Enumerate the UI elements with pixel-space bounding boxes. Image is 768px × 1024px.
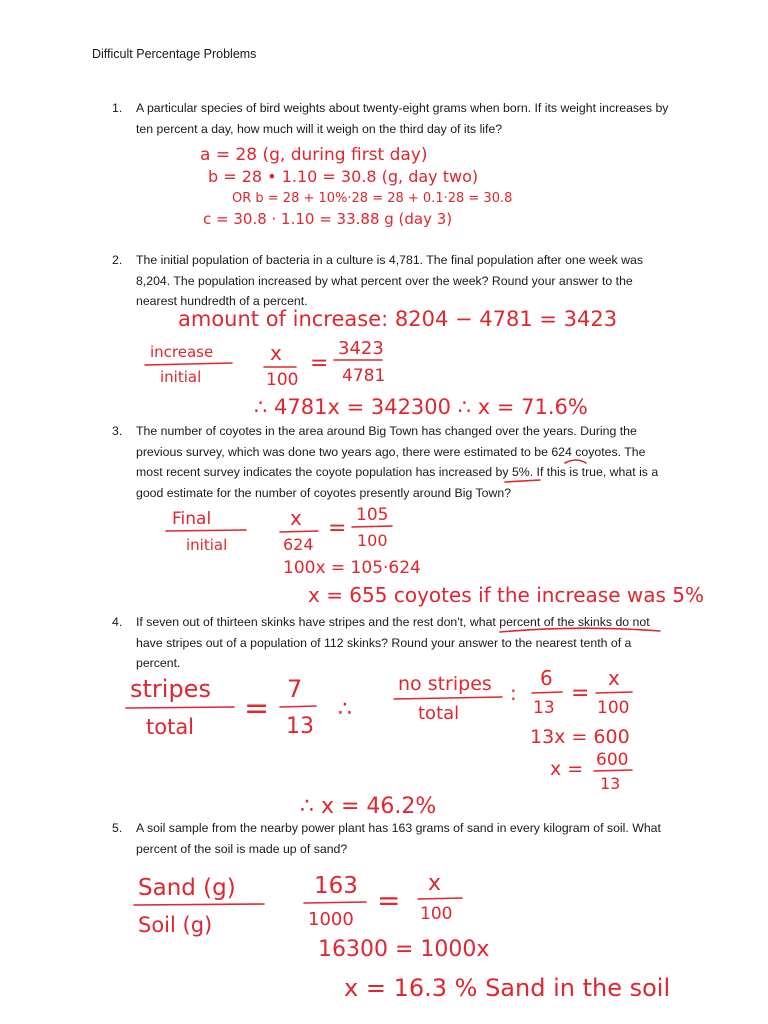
p5-frac-bar — [134, 904, 264, 905]
p5-b-bar — [418, 898, 462, 899]
p4-a-bar — [532, 692, 562, 693]
p5-a-bar — [304, 902, 366, 903]
p3-rhs-den: 100 — [357, 531, 388, 550]
p4-colon: : — [510, 681, 517, 705]
p4-x-bar — [594, 770, 632, 771]
problem-text: The initial population of bacteria in a culture is 4,781. The final population after one week was 8,204. The population increased by what percent over the week? Round your answer to the nearest hundredth of a percent. — [136, 253, 643, 308]
p3-frac-den: initial — [186, 536, 228, 554]
problem-text: If seven out of thirteen skinks have stripes and the rest don't, what percent of the skinks do not have stripes out of a population of 112 skinks? Round your answer to the nearest tenth of a percent. — [136, 615, 650, 670]
p1-line-c: c = 30.8 · 1.10 = 33.88 g (day 3) — [203, 210, 453, 228]
p4-b-den: 100 — [597, 698, 630, 718]
page-title: Difficult Percentage Problems — [92, 47, 257, 61]
p3-x: x — [290, 506, 302, 530]
p3-result: x = 655 coyotes if the increase was 5% — [308, 583, 704, 607]
p2-frac-den: initial — [160, 368, 202, 386]
p3-rhs-bar — [352, 526, 392, 527]
p5-result: x = 16.3 % Sand in the soil — [344, 974, 671, 1002]
p4-x-eq: x = — [550, 758, 584, 780]
p4-frac2-den: total — [418, 703, 460, 724]
p5-eq: = — [377, 884, 401, 917]
p4-line-13x: 13x = 600 — [530, 726, 630, 748]
p2-x-den: 100 — [266, 370, 299, 390]
p5-b-num: x — [428, 871, 442, 896]
p3-frac-num: Final — [172, 509, 212, 529]
p3-frac-bar — [166, 530, 246, 531]
p4-rhs-bar — [280, 706, 316, 707]
p4-rhs-num: 7 — [287, 675, 303, 703]
problem-text: The number of coyotes in the area around Big Town has changed over the years. During the previous survey, which was done two years ago, there were estimated to be 624 coyotes. The most recent survey indicates the coyote population has increased by 5%. If this is true, what is a good estimate for the number of coyotes presently around Big Town? — [136, 424, 659, 500]
p3-eq: = — [328, 516, 347, 541]
p4-rhs-den: 13 — [286, 714, 314, 739]
p5-a-num: 163 — [314, 873, 358, 899]
problem-number: 3. — [112, 424, 123, 438]
problem-number: 5. — [112, 821, 123, 835]
p4-x-den: 13 — [600, 774, 621, 793]
p4-a-den: 13 — [533, 698, 555, 718]
underline-624 — [565, 460, 586, 463]
p2-eq: = — [310, 351, 329, 376]
p3-line-100x: 100x = 105·624 — [283, 558, 421, 578]
p5-a-den: 1000 — [308, 909, 354, 930]
problem-text: A particular species of bird weights about twenty-eight grams when born. If its weight increases by ten percent a day, how much will it weigh on the third day of its life? — [136, 101, 669, 136]
p4-b-bar — [596, 692, 632, 693]
p2-x: x — [270, 341, 282, 365]
p1-line-b: b = 28 • 1.10 = 30.8 (g, day two) — [208, 167, 479, 186]
p4-frac-bar — [126, 707, 234, 708]
p2-frac-bar — [145, 363, 232, 365]
p4-frac2-bar — [394, 697, 502, 699]
underline-percent-no-stripes — [500, 628, 660, 632]
p4-b-num: x — [608, 666, 620, 690]
p3-x-den: 624 — [283, 535, 314, 554]
p3-rhs-num: 105 — [356, 505, 389, 525]
p2-frac-num: increase — [150, 343, 214, 361]
p4-frac2-num: no stripes — [398, 673, 492, 695]
p2-result: ∴ 4781x = 342300 ∴ x = 71.6% — [254, 395, 588, 419]
p5-frac-num: Sand (g) — [138, 875, 236, 901]
p4-eq2: = — [571, 681, 590, 706]
problem-number: 2. — [112, 253, 123, 267]
p2-rhs-num: 3423 — [338, 338, 384, 359]
p4-x-num: 600 — [596, 750, 629, 770]
problem-number: 4. — [112, 615, 123, 629]
p4-frac-den: total — [146, 715, 195, 739]
p4-a-num: 6 — [540, 666, 553, 690]
p3-x-bar — [280, 531, 318, 532]
p4-result: ∴ x = 46.2% — [300, 794, 437, 819]
p5-line-16300: 16300 = 1000x — [318, 937, 490, 962]
p1-line-or: OR b = 28 + 10%·28 = 28 + 0.1·28 = 30.8 — [232, 191, 513, 206]
p5-frac-den: Soil (g) — [138, 913, 213, 937]
problem-number: 1. — [112, 101, 123, 115]
p4-frac-num: stripes — [130, 675, 211, 703]
p5-b-den: 100 — [420, 904, 453, 924]
p2-rhs-den: 4781 — [342, 366, 386, 386]
p4-therefore: ∴ — [338, 697, 352, 722]
p4-eq: = — [244, 691, 270, 726]
p1-line-a: a = 28 (g, during first day) — [200, 145, 428, 165]
underline-5pct — [505, 480, 540, 482]
p2-line-increase: amount of increase: 8204 − 4781 = 3423 — [178, 307, 618, 331]
problem-text: A soil sample from the nearby power plant has 163 grams of sand in every kilogram of soil. What percent of the soil is made up of sand? — [136, 821, 661, 856]
